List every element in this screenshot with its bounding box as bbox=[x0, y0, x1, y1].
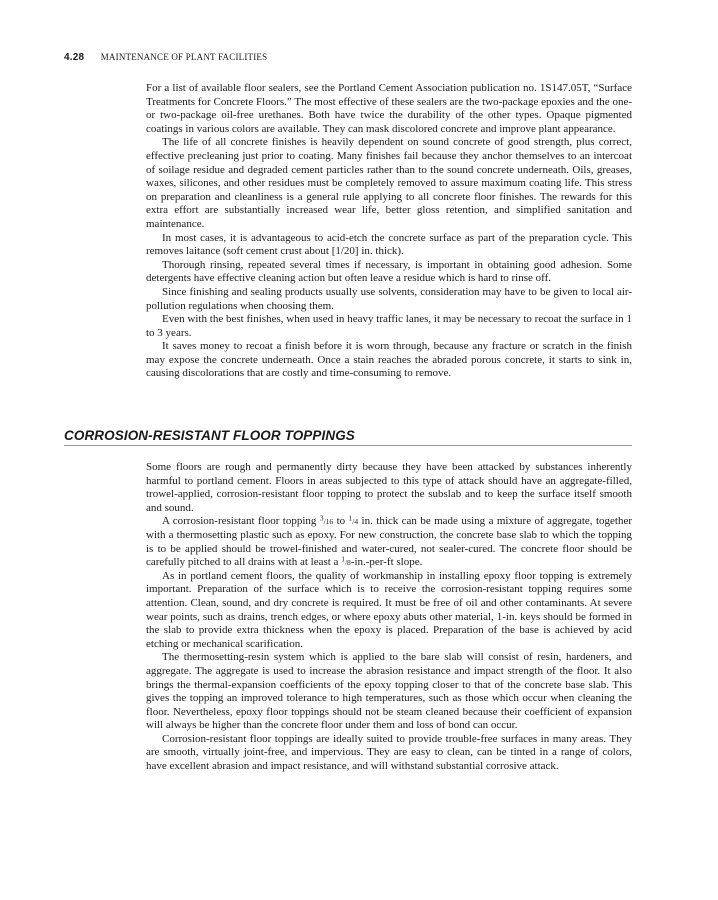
paragraph: Some floors are rough and permanently dirty because they have been attacked by substances inherently harmful to portland cement. Floors in areas subjected to this type of attack should have an aggregate-filled, trowel-applied, corrosion-resistant floor topping to protect the subslab and to keep the surface itself smooth and sound. bbox=[146, 461, 632, 514]
paragraph: Corrosion-resistant floor toppings are ideally suited to provide trouble-free surfaces in many areas. They are smooth, virtually joint-free, and impervious. They are easy to clean, can be tinted in a range of colors, have excellent abrasion and impact resistance, and will withstand substantial corrosive attack. bbox=[146, 732, 632, 773]
text-run: A corrosion-resistant floor topping bbox=[162, 515, 317, 528]
fraction-denominator: 16 bbox=[325, 517, 334, 527]
running-header bbox=[64, 52, 644, 66]
fraction-numerator: 1 bbox=[341, 554, 345, 564]
page-number: 4.28 bbox=[64, 52, 85, 63]
paragraph bbox=[146, 515, 632, 569]
paragraph: The life of all concrete finishes is heavily dependent on sound concrete of good strength, plus correct, effective precleaning just prior to coating. Many finishes fail because they anchor themselves to an intercoat of soilage residue and degraded cement particles rather than to the sound concrete underneath. Oils, greases, waxes, silicones, and other residues must be completely removed to assure maximum coating life. This stress on preparation and cleanliness is a general rule applying to all concrete floor finishes. The rewards for this extra effort are substantially increased wear life, better gloss retention, and simplified sanitation and maintenance. bbox=[146, 136, 632, 230]
fraction: $^1$/4 bbox=[348, 513, 359, 527]
paragraph: Thorough rinsing, repeated several times if necessary, is important in obtaining good adhesion. Some detergents have effective cleaning action but often leave a residue which is hard to rinse off. bbox=[146, 258, 632, 285]
paragraph: It saves money to recoat a finish before it is worn through, because any fracture or scratch in the finish may expose the concrete underneath. Once a stain reaches the abraded porous concrete, it starts to sink in, causing discolorations that are costly and time-consuming to remove. bbox=[146, 340, 632, 380]
fraction-numerator: 1 bbox=[348, 513, 353, 523]
fraction: $^3$/16 bbox=[319, 513, 334, 527]
fraction-denominator: 8 bbox=[347, 558, 351, 568]
fraction-denominator: 4 bbox=[354, 517, 359, 527]
section-heading: CORROSION-RESISTANT FLOOR TOPPINGS bbox=[64, 428, 632, 446]
running-title: MAINTENANCE OF PLANT FACILITIES bbox=[100, 52, 268, 62]
fraction-numerator: 3 bbox=[319, 513, 324, 523]
text-run: in. thick can be made using a mixture of aggregate, together with a thermosetting plastic such as epoxy. For new construction, the concrete base slab to which the topping is to be applied should be trowel-finished and water-cured, not sealer-cured. The concrete floor should be carefully pitched to all drains with at least a bbox=[146, 515, 633, 569]
paragraph: For a list of available floor sealers, see the Portland Cement Association publication no. 1S147.05T, “Surface Treatments for Concrete Floors.” The most effective of these sealers are the two-package epoxies and the one- or two-package oil-free urethanes. Both have twice the durability of the other types. Opaque pigmented coatings in various colors are available. They can mask discolored concrete and improve plant appearance. bbox=[146, 82, 632, 135]
paragraph: The thermosetting-resin system which is applied to the bare slab will consist of resin, hardeners, and aggregate. The aggregate is used to increase the abrasion resistance and impact strength of the floor. It also brings the thermal-expansion coefficients of the epoxy topping closer to that of the concrete base slab. This gives the topping an improved tolerance to high temperatures, such as those which occur when cleaning the floor. Nevertheless, epoxy floor toppings should not be steam cleaned because their coefficient of expansion will always be higher than the concrete floor under them and loss of bond can occur. bbox=[146, 651, 632, 732]
paragraph: As in portland cement floors, the quality of workmanship in installing epoxy floor topping is extremely important. Preparation of the surface which is to receive the corrosion-resistant topping requires some attention. Clean, sound, and dry concrete is required. It must be free of oil and other contaminants. At severe wear points, such as drains, trench edges, or where epoxy abuts other material, 1-in. keys should be formed in the slab to provide extra thickness when the epoxy is placed. Preparation of the base is achieved by acid etching or mechanical scarification. bbox=[146, 569, 632, 650]
paragraph: Even with the best finishes, when used in heavy traffic lanes, it may be necessary to recoat the surface in 1 to 3 years. bbox=[146, 313, 632, 339]
floor-toppings-section bbox=[146, 461, 632, 774]
paragraph: In most cases, it is advantageous to acid-etch the concrete surface as part of the preparation cycle. This removes laitance (soft cement crust about [1/20] in. thick). bbox=[146, 231, 632, 258]
paragraph: Since finishing and sealing products usually use solvents, consideration may have to be given to local air-pollution regulations when choosing them. bbox=[146, 285, 632, 312]
sealers-section bbox=[146, 82, 632, 381]
text-run: -in.-per-ft slope. bbox=[350, 556, 423, 569]
text-run: to bbox=[336, 515, 346, 528]
fraction: $^1$/8 bbox=[341, 554, 351, 568]
